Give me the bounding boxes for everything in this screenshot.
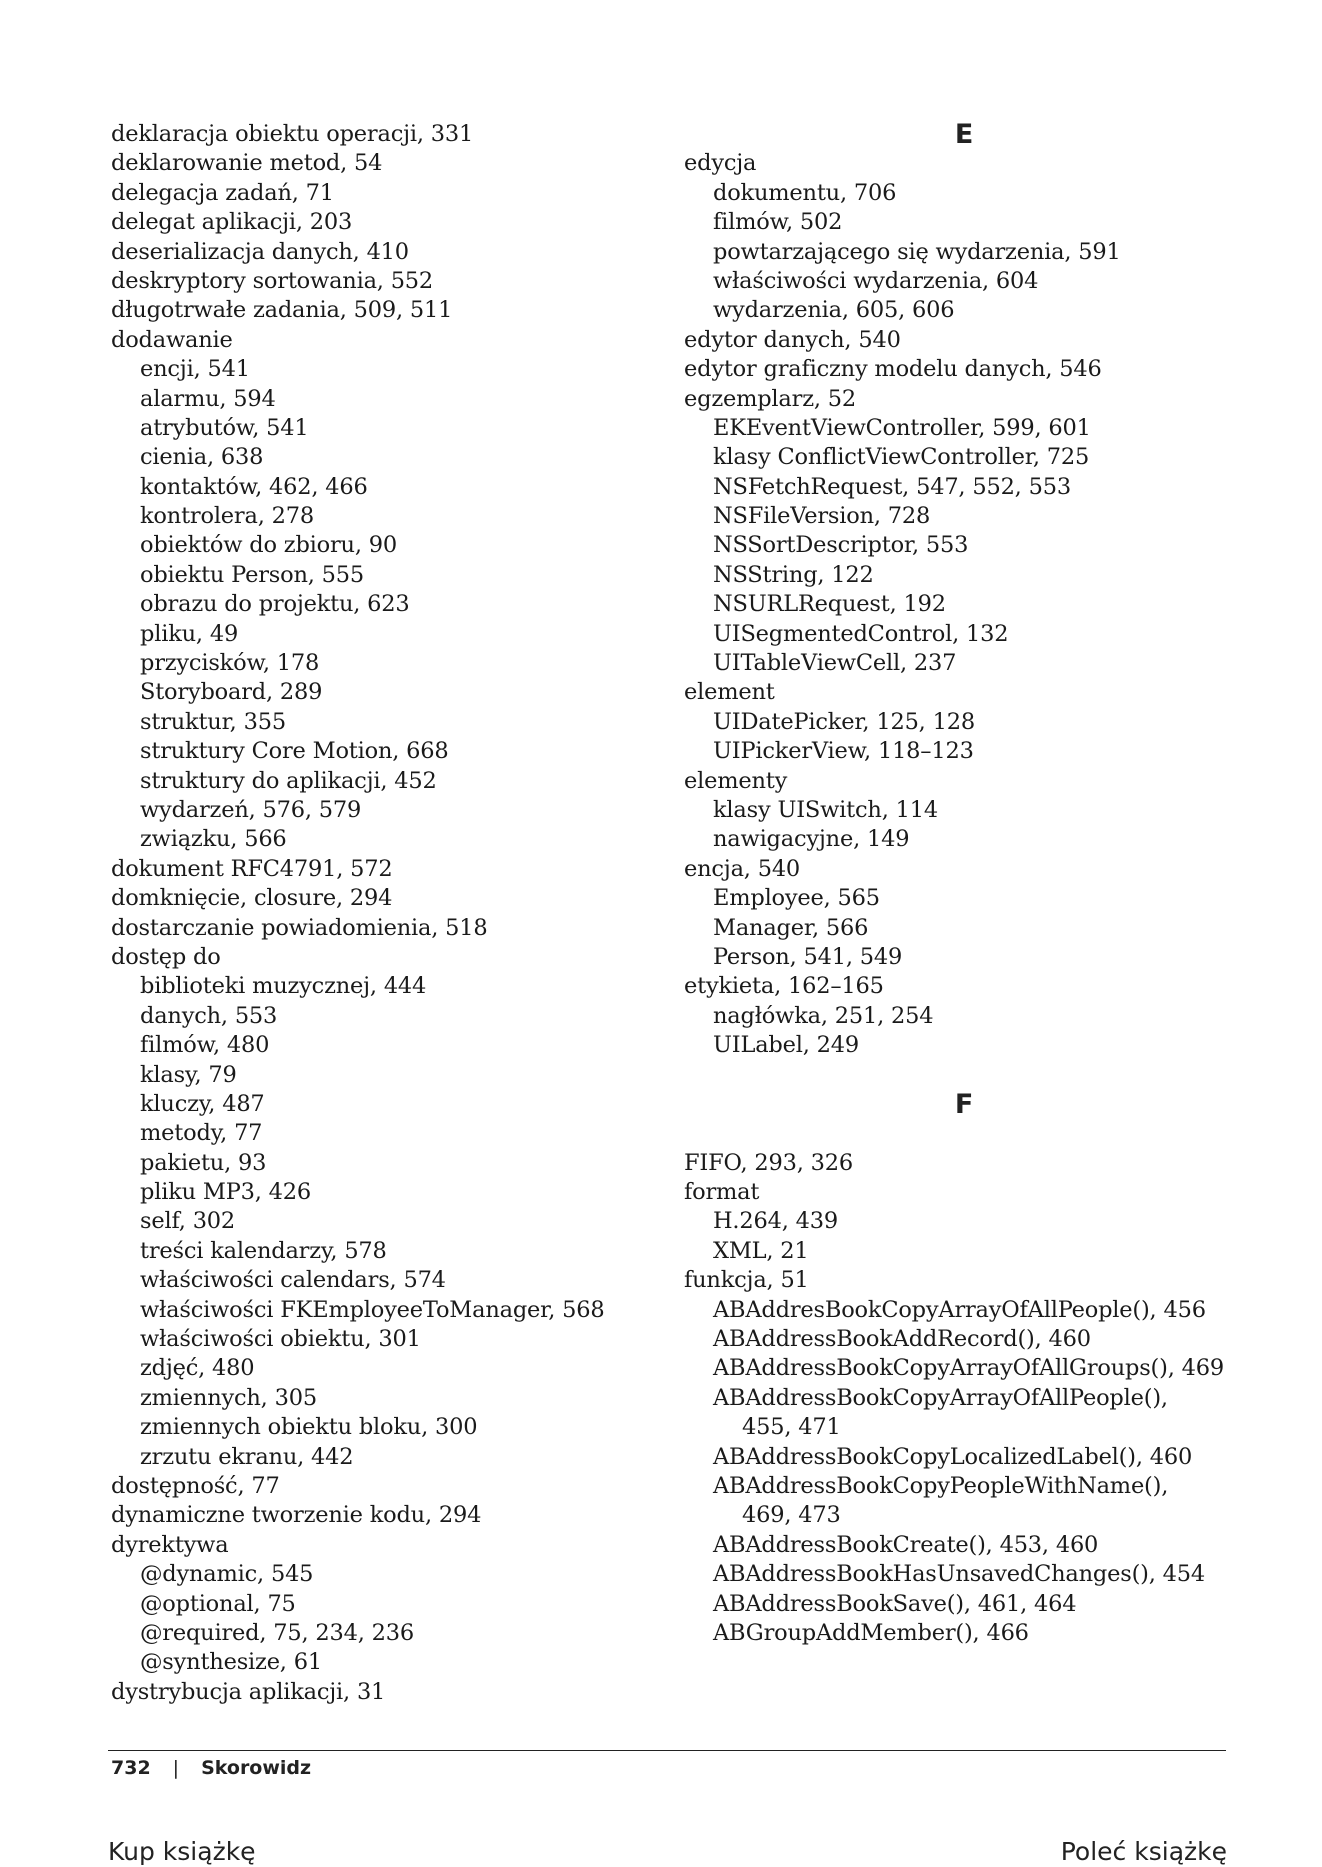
index-subentry: @synthesize, 61 [140,1649,322,1676]
index-subentry: metody, 77 [140,1120,263,1147]
index-subentry: właściwości obiektu, 301 [140,1326,421,1353]
index-entry: element [684,679,775,706]
index-entry: edycja [684,150,757,177]
index-subentry: związku, 566 [140,826,287,853]
index-subentry: zdjęć, 480 [140,1355,255,1382]
index-subentry: NSFetchRequest, 547, 552, 553 [713,473,1071,500]
index-entry: delegacja zadań, 71 [111,179,334,206]
index-subentry: kontaktów, 462, 466 [140,473,368,500]
index-entry: dyrektywa [111,1531,229,1558]
index-subentry: cienia, 638 [140,444,264,471]
index-subentry: wydarzenia, 605, 606 [713,297,955,324]
page-footer [111,1757,311,1779]
index-subentry: pakietu, 93 [140,1149,267,1176]
index-subentry: ABAddresBookCopyArrayOfAllPeople(), 456 [713,1296,1206,1323]
index-subentry: biblioteki muzycznej, 444 [140,973,427,1000]
buy-book-link[interactable]: Kup książkę [108,1837,256,1866]
index-subentry: ABAddressBookSave(), 461, 464 [713,1590,1077,1617]
index-column-right [684,120,1244,1648]
index-subentry: treści kalendarzy, 578 [140,1237,387,1264]
index-subentry: właściwości FKEmployeeToManager, 568 [140,1296,605,1323]
index-entry: dynamiczne tworzenie kodu, 294 [111,1502,482,1529]
index-entry: deklarowanie metod, 54 [111,150,383,177]
index-entry: długotrwałe zadania, 509, 511 [111,297,453,324]
index-letter-heading: E [954,119,974,150]
index-entry: dostępność, 77 [111,1472,280,1499]
index-entry: elementy [684,767,788,794]
index-subentry: nawigacyjne, 149 [713,826,910,853]
index-subentry: ABAddressBookAddRecord(), 460 [713,1326,1091,1353]
index-entry: encja, 540 [684,855,801,882]
section-spacer [684,1119,1244,1148]
index-subentry: pliku MP3, 426 [140,1179,312,1206]
index-subentry: H.264, 439 [713,1208,838,1235]
index-letter-heading: F [954,1088,974,1120]
index-subentry: alarmu, 594 [140,385,276,412]
index-subentry: wydarzeń, 576, 579 [140,796,362,823]
section-spacer [684,1061,1244,1090]
index-subentry: dokumentu, 706 [713,179,897,206]
index-subentry: UIDatePicker, 125, 128 [713,708,975,735]
footer-rule [108,1750,1226,1751]
index-subentry: @optional, 75 [140,1590,296,1617]
index-entry: funkcja, 51 [684,1267,809,1294]
index-subentry: zrzutu ekranu, 442 [140,1443,354,1470]
index-subentry: kluczy, 487 [140,1090,265,1117]
index-entry: etykieta, 162–165 [684,973,884,1000]
index-entry: deserializacja danych, 410 [111,238,409,265]
index-entry: domknięcie, closure, 294 [111,885,393,912]
index-subentry: struktury Core Motion, 668 [140,738,449,765]
index-subentry: struktury do aplikacji, 452 [140,767,437,794]
index-subentry: zmiennych obiektu bloku, 300 [140,1414,478,1441]
index-subentry: NSFileVersion, 728 [713,503,931,530]
index-entry: dodawanie [111,326,233,353]
index-subentry: filmów, 502 [713,209,843,236]
index-subentry: @dynamic, 545 [140,1561,314,1588]
index-subentry: UISegmentedControl, 132 [713,620,1009,647]
index-subentry: danych, 553 [140,1002,278,1029]
section-title: Skorowidz [201,1757,312,1779]
index-entry: dostęp do [111,943,221,970]
index-subentry: ABAddressBookCopyLocalizedLabel(), 460 [713,1443,1193,1470]
index-subentry: obiektów do zbioru, 90 [140,532,397,559]
index-entry: edytor danych, 540 [684,326,901,353]
index-entry: dostarczanie powiadomienia, 518 [111,914,488,941]
index-subentry: Manager, 566 [713,914,869,941]
index-subentry: filmów, 480 [140,1032,270,1059]
index-subentry: UIPickerView, 118–123 [713,738,974,765]
index-subentry: EKEventViewController, 599, 601 [713,414,1091,441]
index-subentry: NSString, 122 [713,561,874,588]
index-subentry: struktur, 355 [140,708,286,735]
index-entry: FIFO, 293, 326 [684,1149,853,1176]
index-subentry: pliku, 49 [140,620,239,647]
index-subentry: Person, 541, 549 [713,943,903,970]
index-subentry: ABAddressBookCopyPeopleWithName(), [713,1472,1169,1499]
index-subentry: klasy, 79 [140,1061,237,1088]
index-subentry: klasy UISwitch, 114 [713,796,938,823]
index-subentry: właściwości wydarzenia, 604 [713,267,1039,294]
index-subentry: @required, 75, 234, 236 [140,1619,414,1646]
page-number: 732 [111,1757,151,1779]
index-subentry: kontrolera, 278 [140,503,314,530]
index-subentry: ABGroupAddMember(), 466 [713,1619,1029,1646]
index-subentry: ABAddressBookCreate(), 453, 460 [713,1531,1099,1558]
index-subentry: obiektu Person, 555 [140,561,365,588]
index-subentry: encji, 541 [140,356,250,383]
index-subentry: atrybutów, 541 [140,414,309,441]
index-subentry: ABAddressBookCopyArrayOfAllPeople(), [713,1384,1168,1411]
index-subentry: ABAddressBookHasUnsavedChanges(), 454 [713,1561,1205,1588]
index-entry: egzemplarz, 52 [684,385,856,412]
index-subentry: 469, 473 [742,1502,841,1529]
index-subentry: self, 302 [140,1208,236,1235]
index-subentry: zmiennych, 305 [140,1384,317,1411]
index-subentry: Storyboard, 289 [140,679,323,706]
index-entry: deskryptory sortowania, 552 [111,267,434,294]
recommend-book-link[interactable]: Poleć książkę [1060,1837,1227,1866]
index-subentry: NSSortDescriptor, 553 [713,532,969,559]
index-subentry: właściwości calendars, 574 [140,1267,446,1294]
index-subentry: powtarzającego się wydarzenia, 591 [713,238,1121,265]
index-subentry: NSURLRequest, 192 [713,591,946,618]
index-subentry: 455, 471 [742,1414,841,1441]
index-subentry: obrazu do projektu, 623 [140,591,410,618]
index-entry: delegat aplikacji, 203 [111,209,353,236]
index-subentry: nagłówka, 251, 254 [713,1002,934,1029]
index-entry: edytor graficzny modelu danych, 546 [684,356,1102,383]
index-subentry: Employee, 565 [713,885,880,912]
index-column-left [111,120,671,1707]
index-subentry: przycisków, 178 [140,650,320,677]
index-entry: deklaracja obiektu operacji, 331 [111,121,474,147]
index-subentry: ABAddressBookCopyArrayOfAllGroups(), 469 [713,1355,1224,1382]
footer-separator: | [172,1757,180,1779]
index-subentry: klasy ConflictViewController, 725 [713,444,1090,471]
index-subentry: XML, 21 [713,1237,809,1264]
index-entry: format [684,1179,760,1206]
index-subentry: UITableViewCell, 237 [713,650,957,677]
index-entry: dystrybucja aplikacji, 31 [111,1678,386,1705]
index-entry: dokument RFC4791, 572 [111,855,393,882]
index-subentry: UILabel, 249 [713,1032,859,1059]
